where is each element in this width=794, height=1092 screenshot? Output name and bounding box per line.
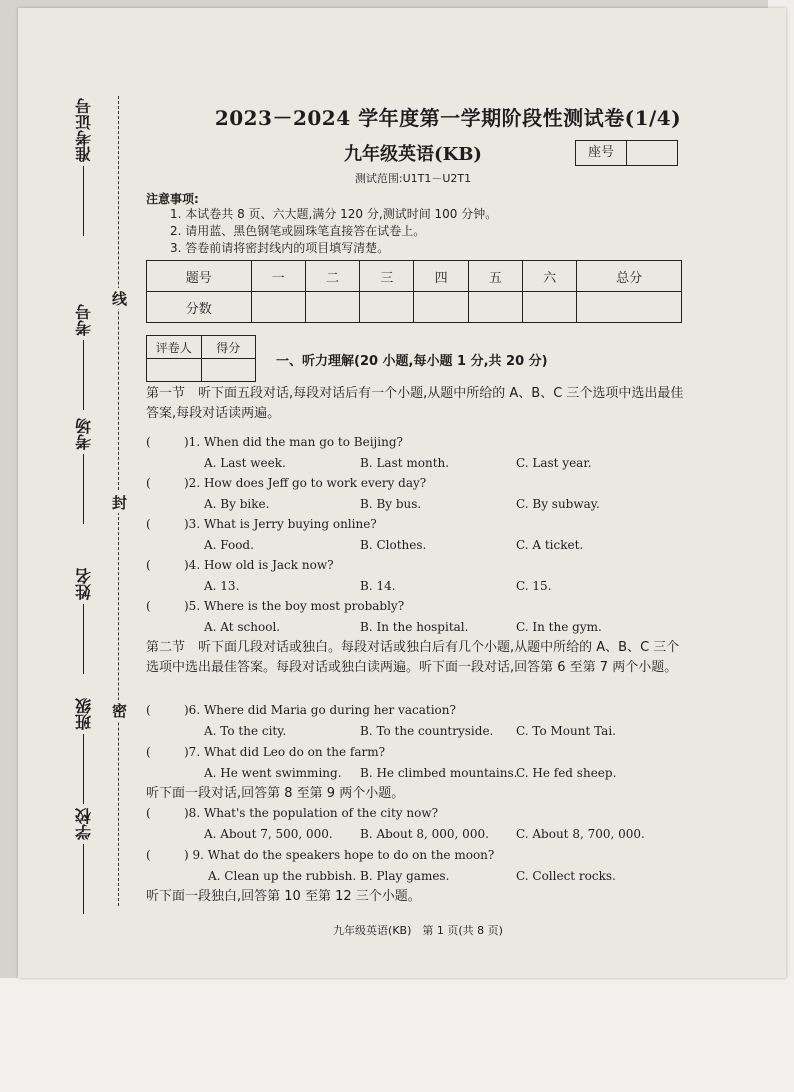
option-a: A. Last week. [204,456,286,470]
answer-blank[interactable]: ( [146,558,151,572]
option-b: B. Play games. [360,869,450,883]
field-label: 准考证号 [74,98,94,162]
option-b: B. By bus. [360,497,422,511]
notice-item: 2. 请用蓝、黑色钢笔或圆珠笔直接答在试卷上。 [170,224,426,238]
question-4 [146,558,334,572]
section-heading: 一、听力理解(20 小题,每小题 1 分,共 20 分) [276,354,548,369]
question-9 [146,848,494,862]
option-b: B. To the countryside. [360,724,494,738]
field-label: 学校 [74,808,94,840]
score-cell: 分数 [147,292,252,323]
score-cell: 五 [468,261,522,292]
answer-blank[interactable]: ( [146,517,151,531]
score-input[interactable] [523,292,577,323]
exam-subject: 九年级英语(KB) [344,144,482,165]
question-6 [146,703,456,717]
option-b: B. Last month. [360,456,450,470]
grader-input[interactable] [147,359,202,382]
option-c: C. He fed sheep. [516,766,617,780]
question-stem: )1. When did the man go to Beijing? [184,435,403,449]
question-stem: )5. Where is the boy most probably? [184,599,405,613]
notice-list [170,206,497,257]
seal-word-seal: 封 [112,494,128,512]
question-2 [146,476,426,490]
question-3 [146,517,377,531]
option-c: C. 15. [516,579,552,593]
score-input[interactable] [414,292,468,323]
option-b: B. He climbed mountains. [360,766,518,780]
option-a: A. 13. [204,579,240,593]
field-admission-number[interactable] [64,98,104,240]
question-stem: )6. Where did Maria go during her vacation? [184,703,456,717]
score-cell: 题号 [147,261,252,292]
grader-label: 评卷人 [147,336,202,359]
score-cell: 总分 [577,261,682,292]
option-c: C. In the gym. [516,620,602,634]
option-a: A. To the city. [204,724,287,738]
answer-blank[interactable]: ( [146,806,151,820]
notice-item: 1. 本试卷共 8 页、六大题,满分 120 分,测试时间 100 分钟。 [170,207,498,221]
option-a: A. By bike. [204,497,270,511]
option-c: C. By subway. [516,497,600,511]
field-label: 班级 [74,698,94,730]
field-class[interactable] [64,698,104,808]
seat-label: 座号 [576,141,627,165]
option-b: B. 14. [360,579,396,593]
answer-blank[interactable]: ( [146,435,151,449]
score-input[interactable] [360,292,414,323]
question-stem: ) 9. What do the speakers hope to do on the moon? [184,848,495,862]
field-exam-number[interactable] [64,304,104,414]
question-1 [146,435,403,449]
answer-blank[interactable]: ( [146,599,151,613]
exam-page [18,8,786,978]
option-a: A. Food. [204,538,254,552]
question-5 [146,599,404,613]
answer-blank[interactable]: ( [146,476,151,490]
answer-blank[interactable]: ( [146,745,151,759]
part2-instructions: 第二节 听下面几段对话或独白。每段对话或独白后有几个小题,从题中所给的 A、B、C 三个选项中选出最佳答案。每段对话或独白读两遍。听下面一段对话,回答第 6 至第 7 两个小题。 [146,640,680,675]
part1-instructions: 第一节 听下面五段对话,每段对话后有一个小题,从题中所给的 A、B、C 三个选项中选出最佳答案,每段对话读两遍。 [146,386,684,421]
option-a: A. About 7, 500, 000. [204,827,333,841]
field-name[interactable] [64,568,104,678]
field-label: 姓名 [74,568,94,600]
score-table [146,260,682,323]
score-cell: 二 [305,261,359,292]
monologue-instructions: 听下面一段独白,回答第 10 至第 12 三个小题。 [146,889,421,904]
question-8 [146,806,438,820]
score-input[interactable] [251,292,305,323]
test-scope: 测试范围:U1T1－U2T1 [354,172,472,185]
option-a: A. At school. [204,620,281,634]
question-7 [146,745,385,759]
score-table-score-row [147,292,682,323]
question-stem: )8. What's the population of the city now? [184,806,439,820]
field-exam-room[interactable] [64,418,104,528]
option-a: A. Clean up the rubbish. [208,869,357,883]
answer-blank[interactable]: ( [146,703,151,717]
seat-input[interactable] [627,141,677,165]
score-input[interactable] [468,292,522,323]
seat-number-box [575,140,678,166]
option-c: C. Last year. [516,456,592,470]
question-stem: )3. What is Jerry buying online? [184,517,377,531]
notice-title: 注意事项: [146,192,199,206]
seal-word-secret: 密 [112,702,128,720]
page-footer: 九年级英语(KB) 第 1 页(共 8 页) [333,924,503,937]
option-c: C. A ticket. [516,538,584,552]
dialog-8-9-instructions: 听下面一段对话,回答第 8 至第 9 两个小题。 [146,786,405,801]
field-school[interactable] [64,808,104,918]
option-c: C. To Mount Tai. [516,724,616,738]
score-cell: 四 [414,261,468,292]
question-stem: )7. What did Leo do on the farm? [184,745,386,759]
field-label: 考号 [74,304,94,336]
grader-score-input[interactable] [201,359,256,382]
option-b: B. About 8, 000, 000. [360,827,489,841]
field-label: 考场 [74,418,94,450]
score-table-header-row [147,261,682,292]
option-a: A. He went swimming. [204,766,342,780]
grader-score-label: 得分 [201,336,256,359]
scan-margin-bottom [0,978,794,1092]
answer-blank[interactable]: ( [146,848,151,862]
score-cell: 六 [523,261,577,292]
option-b: B. Clothes. [360,538,427,552]
question-stem: )4. How old is Jack now? [184,558,334,572]
option-c: C. About 8, 700, 000. [516,827,645,841]
question-stem: )2. How does Jeff go to work every day? [184,476,427,490]
seal-word-line: 线 [112,290,128,308]
option-c: C. Collect rocks. [516,869,616,883]
exam-title: 2023－2024 学年度第一学期阶段性测试卷(1/4) [214,106,682,130]
option-b: B. In the hospital. [360,620,469,634]
grader-table [146,335,256,382]
notice-item: 3. 答卷前请将密封线内的项目填写清楚。 [170,241,390,255]
score-input[interactable] [577,292,682,323]
score-cell: 一 [251,261,305,292]
seal-margin [18,8,138,978]
score-input[interactable] [305,292,359,323]
score-cell: 三 [360,261,414,292]
